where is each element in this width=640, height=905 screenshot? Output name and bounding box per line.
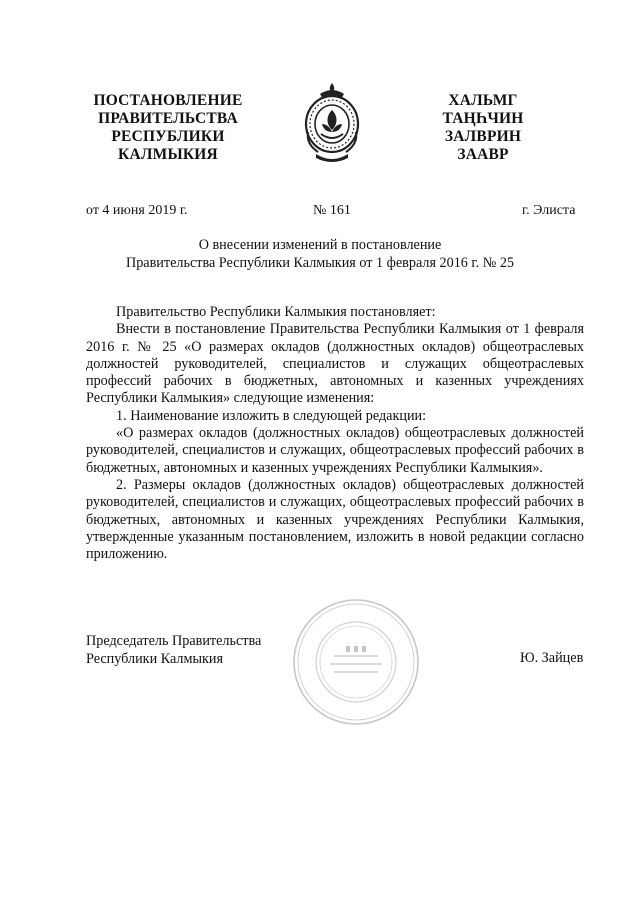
signer-name: Ю. Зайцев	[520, 650, 584, 666]
official-stamp-icon	[290, 596, 422, 728]
document-date: от 4 июня 2019 г.	[86, 203, 188, 218]
subject-line: О внесении изменений в постановление	[198, 237, 442, 253]
title-line: РЕСПУБЛИКИ	[111, 128, 225, 145]
title-line: ЗАЛВРИН	[444, 128, 522, 145]
body-paragraph: «О размерах окладов (должностных окладов) общеотраслевых должностей руководителей, специалистов и служащих, общеотраслевых профессий рабочих в бюджетных, автономных и казенных учреждениях Республики Калмыкия».	[86, 425, 584, 476]
document-title-kalmyk	[418, 92, 548, 164]
document-city: г. Элиста	[522, 203, 576, 218]
body-paragraph: Правительство Республики Калмыкия постановляет:	[116, 304, 436, 320]
title-line: КАЛМЫКИЯ	[118, 146, 218, 163]
document-title-ru	[78, 92, 258, 164]
title-line: ТАҢҺЧИН	[442, 110, 524, 127]
body-paragraph: Внести в постановление Правительства Республики Калмыкия от 1 февраля 2016 г. № 25 «О размерах окладов (должностных окладов) общеотраслевых должностей руководителей, специалистов и служащих общеотраслевых профессий рабочих в бюджетных, автономных и казенных учреждениях Республики Калмыкия» следующие изменения:	[86, 321, 584, 407]
signer-title	[86, 632, 261, 668]
signer-title-line: Республики Калмыкия	[86, 651, 224, 667]
signer-title-line: Председатель Правительства	[86, 633, 262, 649]
body-paragraph: 2. Размеры окладов (должностных окладов) общеотраслевых должностей руководителей, специалистов и служащих, общеотраслевых профессий рабочих в бюджетных, автономных и казенных учреждениях Республики Калмыкия, утвержденные указанным постановлением, изложить в новой редакции согласно приложению.	[86, 476, 584, 563]
document-body	[86, 304, 584, 563]
title-line: ЗААВР	[457, 146, 509, 163]
document-number: № 161	[313, 203, 351, 218]
title-line: ХАЛЬМГ	[448, 92, 518, 109]
title-line: ПОСТАНОВЛЕНИЕ	[93, 92, 243, 109]
title-line: ПРАВИТЕЛЬСТВА	[98, 110, 238, 127]
document-subject	[80, 236, 560, 272]
body-paragraph: 1. Наименование изложить в следующей редакции:	[116, 407, 427, 424]
subject-line: Правительства Республики Калмыкия от 1 февраля 2016 г. № 25	[125, 255, 515, 271]
kalmykia-coat-of-arms-icon	[302, 80, 362, 166]
